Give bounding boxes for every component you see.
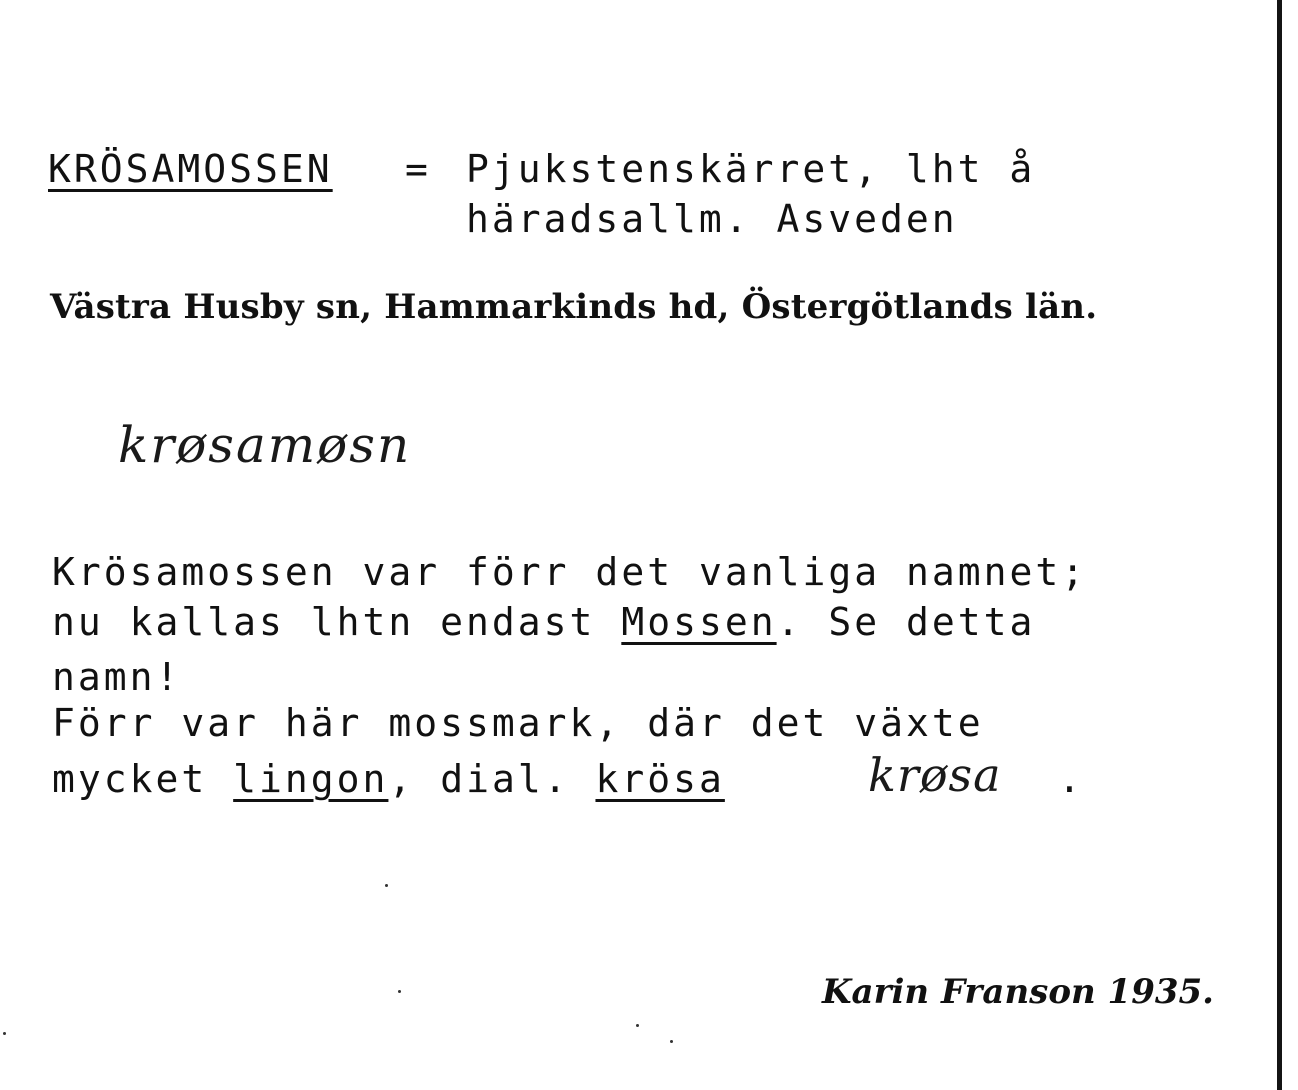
underlined-krosa: krösa (595, 757, 725, 801)
body-line-5 (52, 757, 725, 801)
location-line: Västra Husby sn, Hammarkinds hd, Östergötlands län. (50, 287, 1098, 327)
signature: Karin Franson 1935. (822, 972, 1215, 1012)
body-line-2-end: . Se detta (776, 600, 1036, 644)
headword: KRÖSAMOSSEN (48, 147, 333, 191)
scan-speck (3, 1032, 6, 1035)
scan-speck (636, 1024, 639, 1027)
heading-line-2: häradsallm. Asveden (466, 197, 958, 241)
body-line-4: Förr var här mossmark, där det växte (52, 701, 984, 745)
body-line-5-end: . (1058, 757, 1084, 801)
scan-speck (398, 990, 401, 993)
body-line-2 (52, 600, 1036, 644)
underlined-lingon: lingon (233, 757, 389, 801)
phonetic-handwritten: krøsamøsn (118, 416, 412, 474)
dialect-handwritten: krøsa (868, 748, 1002, 802)
cross-reference-mossen: Mossen (621, 600, 777, 644)
body-line-3: namn! (52, 655, 182, 699)
scan-speck (670, 1040, 673, 1043)
card-edge-shadow (1277, 0, 1282, 1090)
scan-speck (385, 884, 388, 887)
heading-line-1: Pjukstenskärret, lht å (466, 147, 1036, 191)
body-line-2-start: nu kallas lhtn endast (52, 600, 622, 644)
body-line-1: Krösamossen var förr det vanliga namnet; (52, 550, 1088, 594)
body-line-5-start: mycket (52, 757, 234, 801)
body-line-5-mid: , dial. (388, 757, 596, 801)
heading-separator: = (405, 147, 431, 191)
